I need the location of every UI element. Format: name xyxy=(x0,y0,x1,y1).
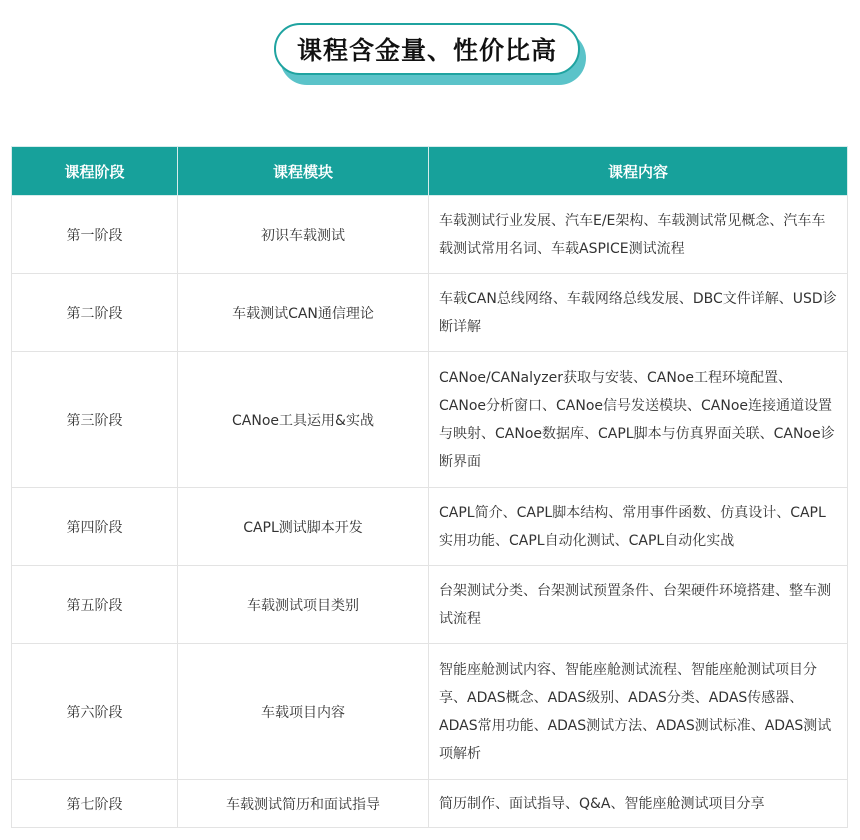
content-cell: 车载测试行业发展、汽车E/E架构、车载测试常见概念、汽车车载测试常用名词、车载ASPICE测试流程 xyxy=(429,196,848,274)
stage-cell: 第四阶段 xyxy=(12,488,178,566)
stage-cell: 第一阶段 xyxy=(12,196,178,274)
table-row xyxy=(12,352,848,488)
header-module: 课程模块 xyxy=(178,147,429,196)
module-cell: 车载测试项目类别 xyxy=(178,566,429,644)
content-cell: 智能座舱测试内容、智能座舱测试流程、智能座舱测试项目分享、ADAS概念、ADAS级别、ADAS分类、ADAS传感器、ADAS常用功能、ADAS测试方法、ADAS测试标准、ADAS测试项解析 xyxy=(429,644,848,780)
content-cell: 车载CAN总线网络、车载网络总线发展、DBC文件详解、USD诊断详解 xyxy=(429,274,848,352)
module-cell: 车载测试简历和面试指导 xyxy=(178,780,429,828)
content-cell: 简历制作、面试指导、Q&A、智能座舱测试项目分享 xyxy=(429,780,848,828)
stage-cell: 第二阶段 xyxy=(12,274,178,352)
module-cell: 初识车载测试 xyxy=(178,196,429,274)
content-cell: CAPL简介、CAPL脚本结构、常用事件函数、仿真设计、CAPL实用功能、CAPL自动化测试、CAPL自动化实战 xyxy=(429,488,848,566)
table-row xyxy=(12,488,848,566)
content-cell: CANoe/CANalyzer获取与安装、CANoe工程环境配置、CANoe分析窗口、CANoe信号发送模块、CANoe连接通道设置与映射、CANoe数据库、CAPL脚本与仿真界面关联、CANoe诊断界面 xyxy=(429,352,848,488)
stage-cell: 第三阶段 xyxy=(12,352,178,488)
table-row xyxy=(12,644,848,780)
table-row xyxy=(12,274,848,352)
table-header-row xyxy=(12,147,848,196)
header-stage: 课程阶段 xyxy=(12,147,178,196)
title-banner xyxy=(274,23,592,87)
module-cell: CAPL测试脚本开发 xyxy=(178,488,429,566)
module-cell: 车载测试CAN通信理论 xyxy=(178,274,429,352)
content-cell: 台架测试分类、台架测试预置条件、台架硬件环境搭建、整车测试流程 xyxy=(429,566,848,644)
table-row xyxy=(12,566,848,644)
stage-cell: 第六阶段 xyxy=(12,644,178,780)
table-row xyxy=(12,196,848,274)
module-cell: 车载项目内容 xyxy=(178,644,429,780)
table-row xyxy=(12,780,848,828)
header-content: 课程内容 xyxy=(429,147,848,196)
page-title: 课程含金量、性价比高 xyxy=(274,23,580,75)
module-cell: CANoe工具运用&实战 xyxy=(178,352,429,488)
stage-cell: 第五阶段 xyxy=(12,566,178,644)
stage-cell: 第七阶段 xyxy=(12,780,178,828)
course-table xyxy=(11,146,848,828)
